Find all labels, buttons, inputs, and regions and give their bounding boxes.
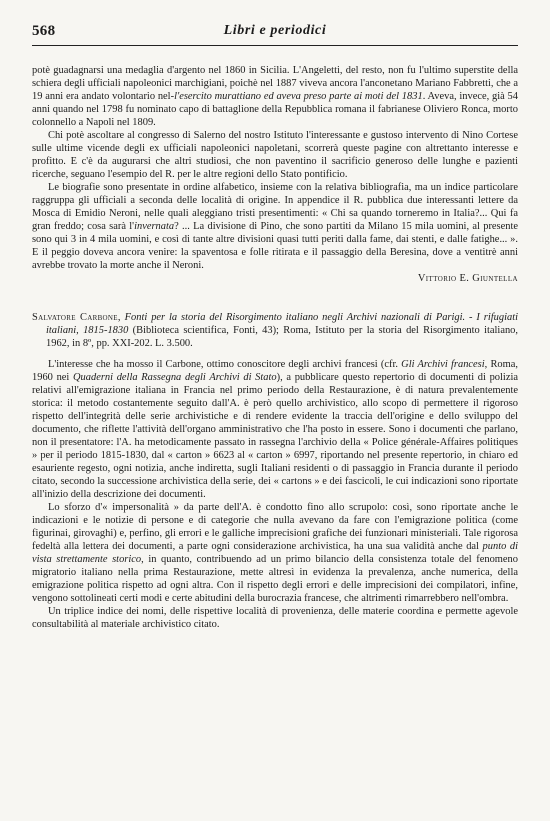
citation-details: (Biblioteca scientifica, Fonti, 43); Roma, Istituto per la storia del Risorgimento italiano, 1962, in 8º, pp. XXI-202. L. 3.500.	[46, 325, 519, 349]
citation-author: Salvatore Carbone,	[32, 312, 121, 323]
page-header	[32, 23, 518, 46]
citation-title: Fonti per la storia del Risorgimento italiano negli Archivi nazionali di Parigi. - I rifugiati italiani, 1815-1830	[46, 312, 519, 336]
review2-citation	[32, 311, 518, 350]
page-number: 568	[32, 23, 56, 39]
review2-paragraph-3: Un triplice indice dei nomi, delle rispettive località di provenienza, delle materie coordina e permette agevole consultabilità al materiale archivistico citato.	[32, 606, 518, 630]
review1-signature-line	[32, 272, 518, 285]
review2-paragraph-1: L'interesse che ha mosso il Carbone, ottimo conoscitore degli archivi francesi (cfr. Gli Archivi francesi, Roma, 1960 nei Quaderni della Rassegna degli Archivi di Stato), a pubblicare questo repertorio di documenti di polizia relativi all'emigrazione italiana in Francia nel primo periodo della Restaurazione, è di natura prevalentemente storica: il metodo costantemente seguito dall'A. è però quello archivistico, allo scopo di permettere il rigoroso rispetto dell'integrità delle serie archivistiche e di rendere evidente la traccia dell'origine e dello sviluppo del documento, che riflette l'attività dell'organo amministrativo che l'ha posto in essere. Sono i documenti che parlano, non il presentatore: l'A. ha metodicamente passato in rassegna l'archivio della « Police générale-Affaires politiques » per il periodo 1815-1830, dal « carton » 6623 al « carton » 6997, riportando nel presente repertorio, in chiaro ed esauriente regesto, ogni notizia, anche indiretta, sugli Italiani residenti o di passaggio in Francia durante il periodo citato, secondo la successione archivistica della serie, dei « cartons » e dei fascicoli, le cui indicazioni sono riportate all'inizio della descrizione dei documenti.	[32, 359, 518, 500]
review1-paragraph-2: Chi potè ascoltare al congresso di Salerno del nostro Istituto l'interessante e gustoso intervento di Nino Cortese sulle ultime vicende degli ex ufficiali napoleonici napoletani, scorrerà queste pagine con altrettanto interesse e profitto. E c'è da augurarsi che altri studiosi, che non paventino il sacrificio generoso delle lunghe e pazienti ricerche, seguano l'esempio del R. per le altre regioni dello Stato pontificio.	[32, 130, 518, 180]
reviewer-signature: Vittorio E. Giuntella	[417, 273, 518, 284]
running-head: Libri e periodici	[223, 23, 327, 38]
page-body	[32, 64, 518, 631]
review1-paragraph-3: Le biografie sono presentate in ordine alfabetico, insieme con la relativa bibliografia, ma un indice particolare raggruppa gli ufficiali a seconda delle località di origine. In appendice il R. pubblica due interessanti lettere da Mosca di Emidio Neroni, nelle quali aleggiano tristi presentimenti: « Chi sa quando torneremo in Italia?... Qui fa gran freddo; cosa sarà l'invernata? ... La divisione di Pino, che sono partiti da Milano 15 mila uomini, al presente sono qui 3 in 4 mila uomini, e così di tante altre divisioni quasi tutti periti dalla fame, dai stenti, e dalle fatighe... ». E il peggio doveva ancora venire: la spaventosa e folle ritirata e il passaggio della Beresina, dove a ventitrè anni avrebbe trovato la morte anche il Neroni.	[32, 182, 518, 271]
section-separator	[32, 285, 518, 311]
review1-paragraph-1: potè guadagnarsi una medaglia d'argento nel 1860 in Sicilia. L'Angeletti, del resto, non fu l'ultimo superstite della schiera degli ufficiali napoleonici marchigiani, poichè nel 1887 viveva ancora l'anconetano Mariano Fabbretti, che a 19 anni era andato volontario nel-l'esercito murattiano ed aveva preso parte ai moti del 1831. Aveva, invece, già 54 anni quando nel 1798 fu nominato capo di battaglione della Repubblica romana il fabrianese Oliviero Ronca, morto colonnello a Napoli nel 1809.	[32, 65, 518, 128]
review2-paragraph-2: Lo sforzo d'« impersonalità » da parte dell'A. è condotto fino allo scrupolo: così, sono riportate anche le indicazioni e le notizie di persone e di categorie che nulla avevano da fare con l'emigrazione politica (come figurinai, girovaghi) e, perfino, gli errori e le galliche imprecisioni grafiche dei funzionari ministeriali. Tale rigorosa fedeltà alla lettera dei documenti, a parte ogni considerazione archivistica, ha una sua validità anche dal punto di vista strettamente storico, in quanto, contribuendo ad un primo bilancio della consistenza totale del fenomeno migratorio italiano nella prima Restaurazione, mette altresì in evidenza la prevalenza, anche numerica, della emigrazione politica rispetto ad ogni altra. Con il rispetto degli errori e delle imprecisioni dei compilatori, infine, vengono sottolineati certi modi e certe abitudini della burocrazia francese, che altrimenti rimarrebbero nell'ombra.	[32, 502, 518, 604]
